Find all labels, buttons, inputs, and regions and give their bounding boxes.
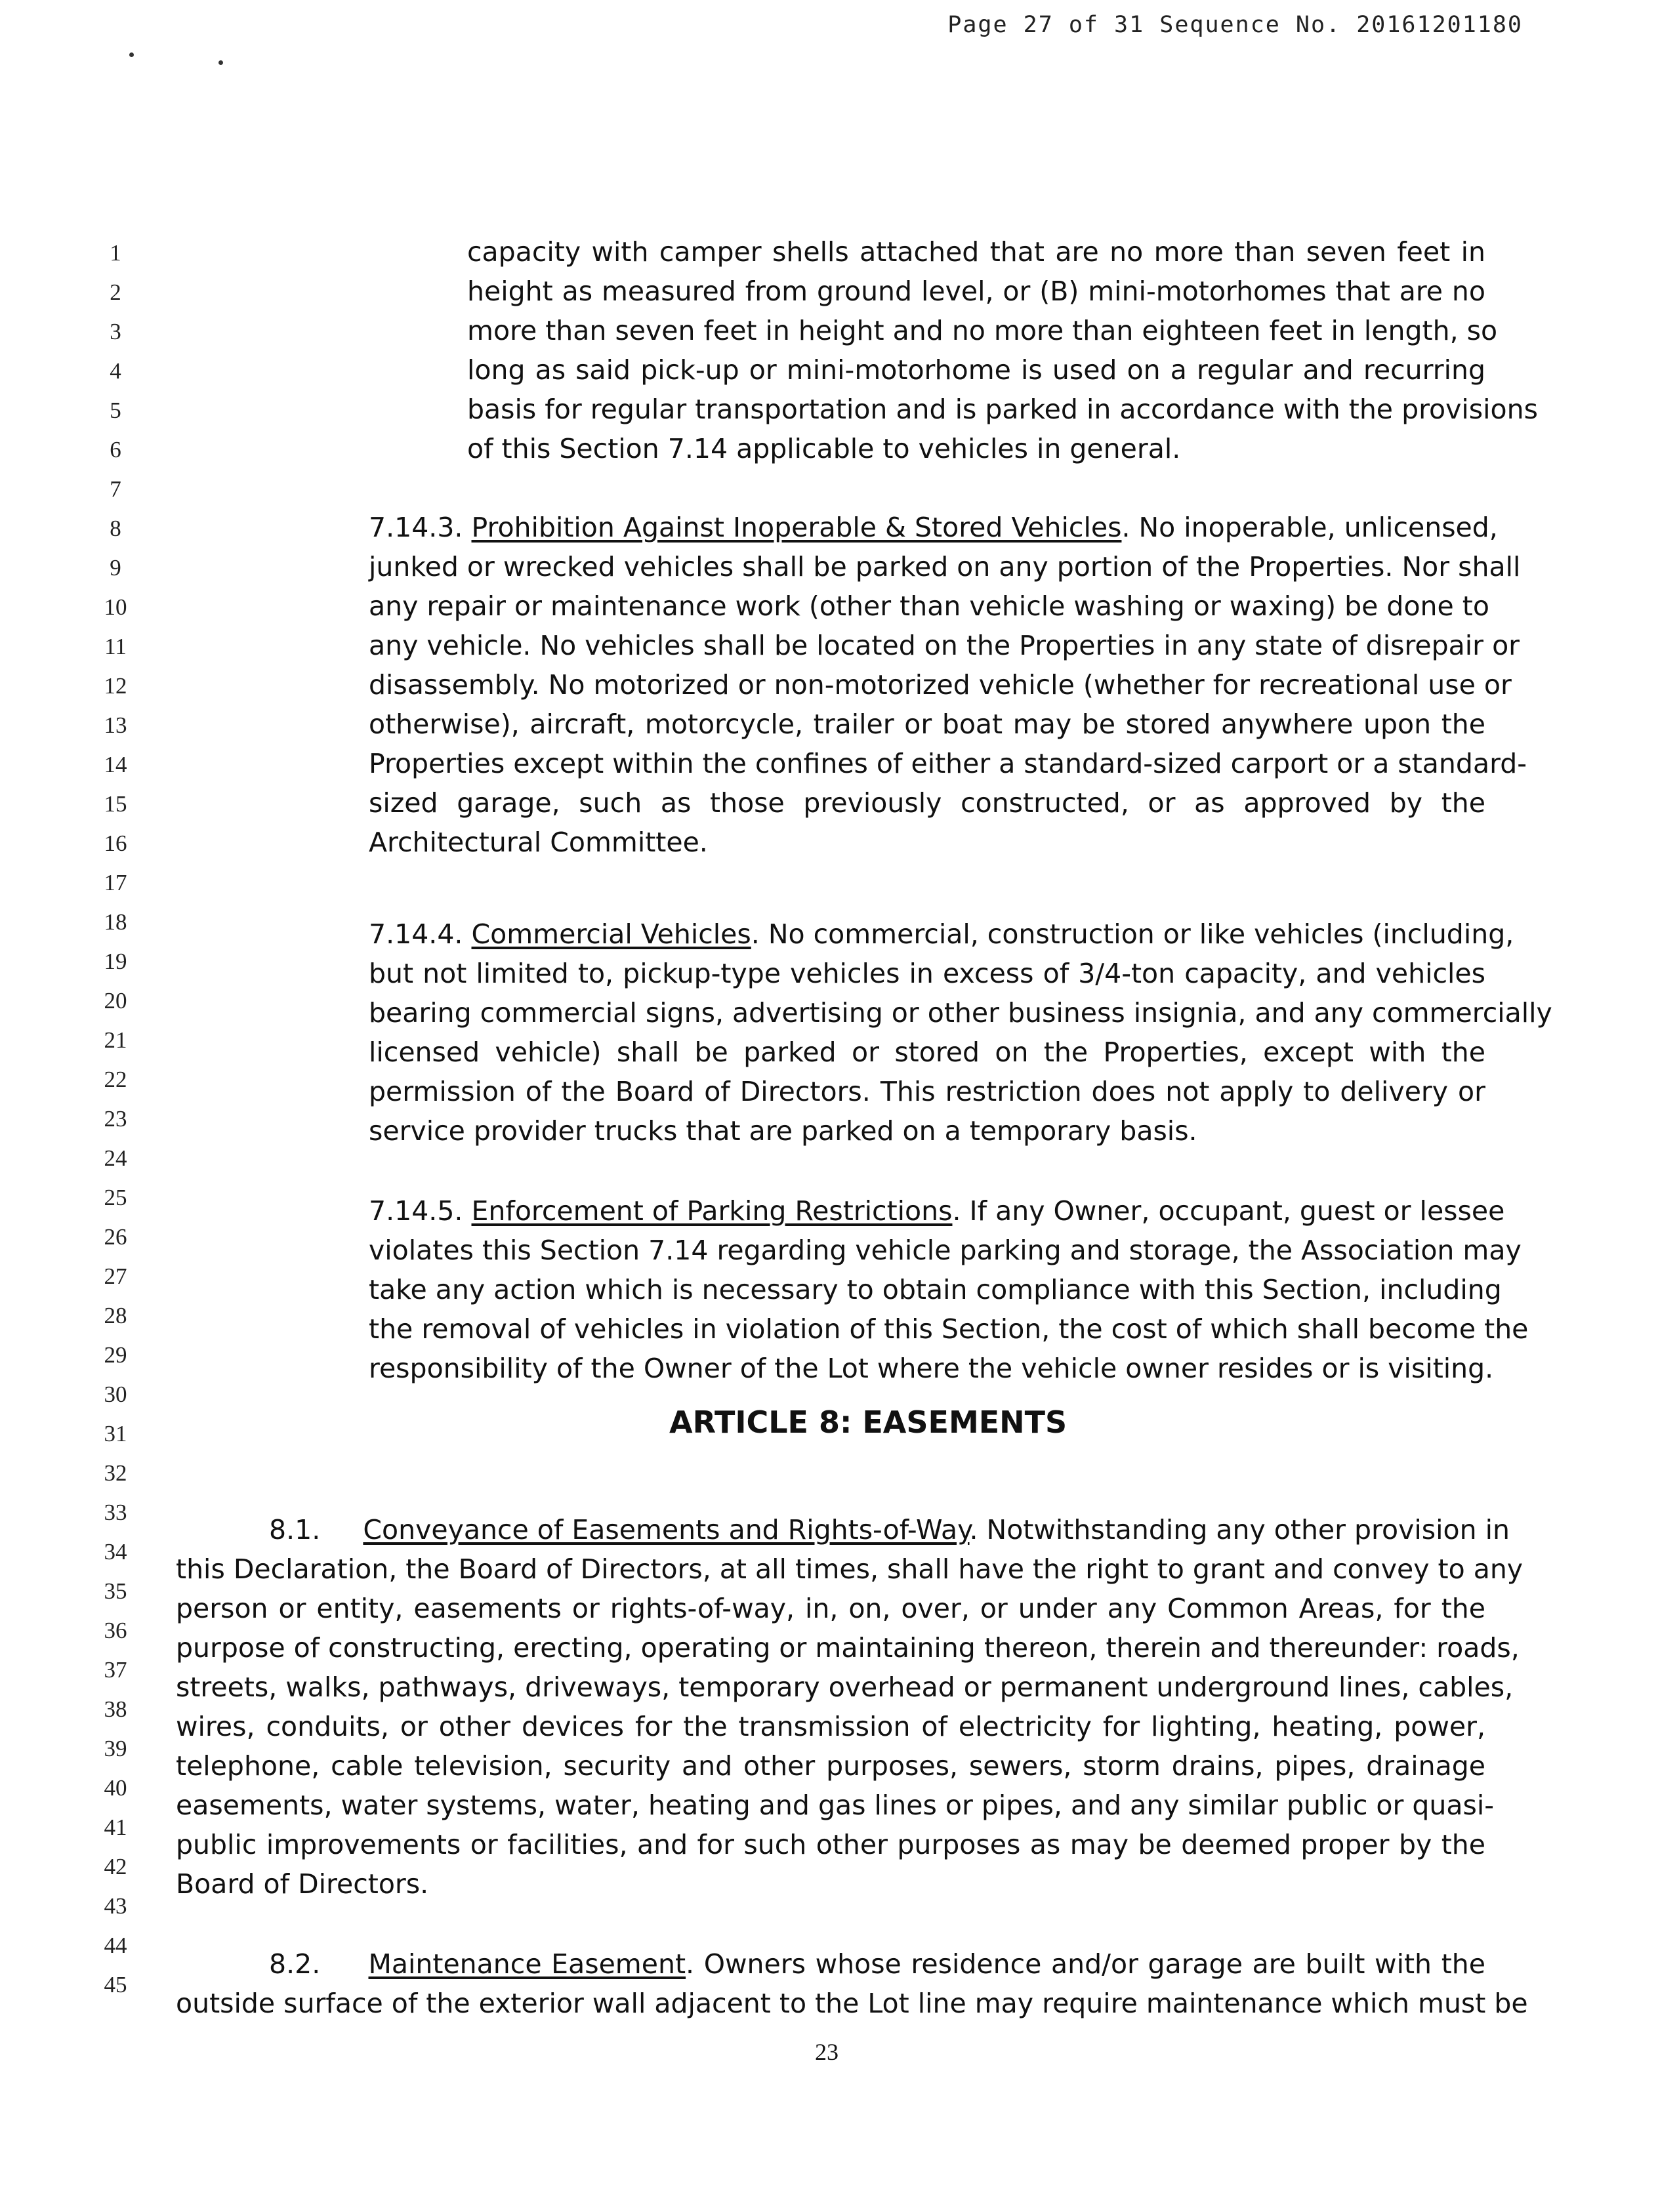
line-number: 43 <box>104 1893 127 1919</box>
section-number: 7.14.3. <box>369 512 463 543</box>
line-number: 38 <box>104 1696 127 1722</box>
line-number: 34 <box>104 1539 127 1565</box>
text-line: streets, walks, pathways, driveways, temporary overhead or permanent underground lines, cables, <box>176 1671 1514 1703</box>
line-number: 12 <box>104 673 127 699</box>
text-line: person or entity, easements or rights-of-way, in, on, over, or under any Common Areas, for the <box>176 1593 1485 1624</box>
text-line: violates this Section 7.14 regarding vehicle parking and storage, the Association may <box>369 1235 1522 1266</box>
section-title: Enforcement of Parking Restrictions <box>471 1195 953 1227</box>
section-number: 7.14.5. <box>369 1195 463 1227</box>
page-header: Page 27 of 31 Sequence No. 20161201180 <box>947 12 1523 38</box>
text-line: public improvements or facilities, and for such other purposes as may be deemed proper by the <box>176 1829 1485 1860</box>
line-number: 16 <box>104 830 127 856</box>
line-number: 17 <box>104 870 127 895</box>
text-line: long as said pick-up or mini-motorhome is used on a regular and recurring <box>467 354 1485 386</box>
line-number: 14 <box>104 752 127 777</box>
section-first-text: . If any Owner, occupant, guest or lessee <box>952 1195 1505 1227</box>
text-line: purpose of constructing, erecting, operating or maintaining thereon, therein and thereunder: roads, <box>176 1632 1520 1664</box>
text-line: outside surface of the exterior wall adjacent to the Lot line may require maintenance which must be <box>176 1988 1528 2019</box>
line-number: 9 <box>110 555 121 581</box>
line-number: 10 <box>104 594 127 620</box>
section-first-line <box>269 1948 1485 1980</box>
line-number: 20 <box>104 988 127 1014</box>
section-first-text: . Owners whose residence and/or garage are built with the <box>686 1948 1485 1980</box>
section-title: Maintenance Easement <box>368 1948 686 1980</box>
line-number: 24 <box>104 1145 127 1171</box>
page-number: 23 <box>815 2039 839 2065</box>
line-number: 27 <box>104 1263 127 1289</box>
section-title: Conveyance of Easements and Rights-of-Way <box>363 1514 970 1546</box>
line-number: 4 <box>110 358 121 384</box>
line-number: 15 <box>104 791 127 817</box>
text-line: any repair or maintenance work (other than vehicle washing or waxing) be done to <box>369 590 1489 622</box>
text-line: the removal of vehicles in violation of this Section, the cost of which shall become the <box>369 1313 1529 1345</box>
line-number: 40 <box>104 1775 127 1801</box>
line-number: 30 <box>104 1382 127 1407</box>
text-line: service provider trucks that are parked on a temporary basis. <box>369 1115 1197 1147</box>
line-number: 6 <box>110 437 121 462</box>
line-number: 26 <box>104 1224 127 1250</box>
line-number: 35 <box>104 1578 127 1604</box>
section-number: 7.14.4. <box>369 918 463 950</box>
text-line: telephone, cable television, security and other purposes, sewers, storm drains, pipes, drainage <box>176 1750 1485 1782</box>
line-number: 11 <box>104 634 127 659</box>
line-number: 22 <box>104 1067 127 1092</box>
text-line: any vehicle. No vehicles shall be located on the Properties in any state of disrepair or <box>369 630 1520 661</box>
text-line: wires, conduits, or other devices for the transmission of electricity for lighting, heating, power, <box>176 1711 1485 1742</box>
section-title: Prohibition Against Inoperable & Stored Vehicles <box>471 512 1122 543</box>
line-number: 42 <box>104 1854 127 1879</box>
text-line: junked or wrecked vehicles shall be parked on any portion of the Properties. Nor shall <box>369 551 1521 583</box>
line-number: 23 <box>104 1106 127 1132</box>
text-line: sized garage, such as those previously constructed, or as approved by the <box>369 787 1485 819</box>
text-line: Properties except within the confines of either a standard-sized carport or a standard- <box>369 748 1527 779</box>
section-first-line <box>369 918 1514 950</box>
section-first-line <box>369 1195 1505 1227</box>
section-first-text: . No commercial, construction or like vehicles (including, <box>751 918 1514 950</box>
line-number: 8 <box>110 516 121 541</box>
line-number: 18 <box>104 909 127 935</box>
line-number: 44 <box>104 1933 127 1958</box>
line-number: 13 <box>104 712 127 738</box>
line-number: 39 <box>104 1736 127 1761</box>
text-line: licensed vehicle) shall be parked or stored on the Properties, except with the <box>369 1036 1485 1068</box>
line-number: 2 <box>110 279 121 305</box>
line-number: 41 <box>104 1814 127 1840</box>
text-line: disassembly. No motorized or non-motorized vehicle (whether for recreational use or <box>369 669 1512 701</box>
text-line: basis for regular transportation and is parked in accordance with the provisions <box>467 394 1538 425</box>
text-line: responsibility of the Owner of the Lot where the vehicle owner resides or is visiting. <box>369 1353 1494 1384</box>
line-number: 37 <box>104 1657 127 1683</box>
line-number: 1 <box>110 240 121 266</box>
text-line: bearing commercial signs, advertising or other business insignia, and any commercially <box>369 997 1552 1029</box>
line-number: 21 <box>104 1027 127 1053</box>
text-line: more than seven feet in height and no more than eighteen feet in length, so <box>467 315 1498 346</box>
text-line: of this Section 7.14 applicable to vehicles in general. <box>467 433 1181 464</box>
line-number: 28 <box>104 1303 127 1328</box>
section-first-text: . Notwithstanding any other provision in <box>969 1514 1510 1546</box>
line-number: 36 <box>104 1618 127 1643</box>
line-number: 5 <box>110 398 121 423</box>
article-heading: ARTICLE 8: EASEMENTS <box>669 1404 1068 1440</box>
section-first-line <box>369 512 1498 543</box>
text-line: but not limited to, pickup-type vehicles in excess of 3/4-ton capacity, and vehicles <box>369 958 1485 989</box>
text-line: Board of Directors. <box>176 1868 429 1900</box>
scan-speck <box>129 52 134 57</box>
line-number: 19 <box>104 949 127 974</box>
text-line: this Declaration, the Board of Directors, at all times, shall have the right to grant and convey to any <box>176 1553 1524 1585</box>
text-line: take any action which is necessary to obtain compliance with this Section, including <box>369 1274 1502 1305</box>
text-line: otherwise), aircraft, motorcycle, trailer or boat may be stored anywhere upon the <box>369 708 1485 740</box>
section-title: Commercial Vehicles <box>471 918 751 950</box>
line-number: 33 <box>104 1500 127 1525</box>
text-line: height as measured from ground level, or (B) mini-motorhomes that are no <box>467 276 1485 307</box>
line-number: 25 <box>104 1185 127 1210</box>
scan-speck <box>218 60 223 65</box>
line-number: 31 <box>104 1421 127 1446</box>
text-line: permission of the Board of Directors. This restriction does not apply to delivery or <box>369 1076 1485 1107</box>
section-number: 8.1. <box>269 1514 321 1546</box>
text-line: Architectural Committee. <box>369 827 708 858</box>
text-line: easements, water systems, water, heating and gas lines or pipes, and any similar public or quasi- <box>176 1790 1495 1821</box>
line-number: 32 <box>104 1460 127 1486</box>
line-number: 3 <box>110 319 121 344</box>
section-number: 8.2. <box>269 1948 321 1980</box>
section-first-line <box>269 1514 1510 1546</box>
section-first-text: . No inoperable, unlicensed, <box>1121 512 1498 543</box>
line-number: 7 <box>110 476 121 502</box>
line-number: 29 <box>104 1342 127 1368</box>
line-number: 45 <box>104 1972 127 1997</box>
text-line: capacity with camper shells attached that are no more than seven feet in <box>467 236 1485 268</box>
